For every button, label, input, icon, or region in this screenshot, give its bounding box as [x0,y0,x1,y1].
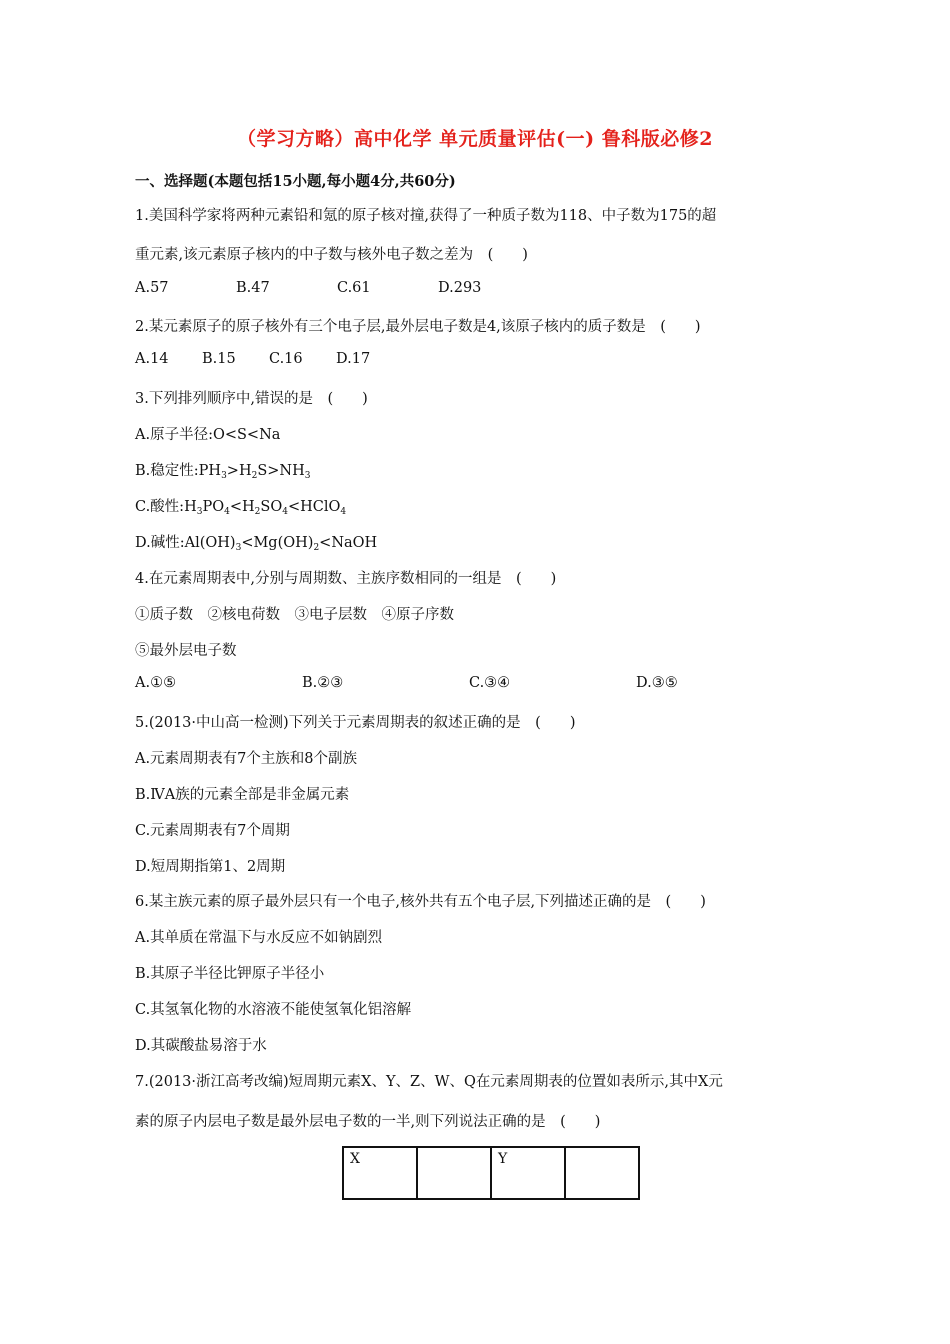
table-cell: Y [491,1147,565,1199]
question-1-line-1: 1.美国科学家将两种元素铅和氪的原子核对撞,获得了一种质子数为118、中子数为175的超 [135,208,717,224]
option-b: B.47 [236,280,270,296]
question-6-line-1: 6.某主族元素的原子最外层只有一个电子,核外共有五个电子层,下列描述正确的是 ( ) [135,894,706,910]
question-5-option-b: B.ⅣA族的元素全部是非金属元素 [135,787,350,803]
question-1-line-2: 重元素,该元素原子核内的中子数与核外电子数之差为 ( ) [135,247,528,263]
option-a: A.14 [135,351,169,367]
question-3-option-c: C.酸性$:H_3PO_4<H_2SO_4<HClO_4$ [135,499,347,517]
question-5-option-d: D.短周期指第1、2周期 [135,859,286,875]
question-4-line-1: 4.在元素周期表中,分别与周期数、主族序数相同的一组是 ( ) [135,571,557,587]
table-cell [565,1147,639,1199]
option-d: D.③⑤ [636,675,678,691]
question-5-option-c: C.元素周期表有7个周期 [135,823,290,839]
question-6-option-b: B.其原子半径比钾原子半径小 [135,966,325,982]
question-3-option-b: B.稳定性$:PH_3>H_2S>NH_3$ [135,463,311,481]
question-6-option-c: C.其氢氧化物的水溶液不能使氢氧化铝溶解 [135,1002,412,1018]
document-title: （学习方略）高中化学 单元质量评估(一) 鲁科版必修2 [237,128,713,150]
option-c: C.③④ [469,675,511,691]
section-heading: 一、选择题(本题包括15小题,每小题4分,共60分) [135,173,456,190]
option-b: B.15 [202,351,236,367]
option-a: A.①⑤ [135,675,177,691]
table-cell: X [343,1147,417,1199]
question-6-option-d: D.其碳酸盐易溶于水 [135,1038,267,1054]
question-3-line-1: 3.下列排列顺序中,错误的是 ( ) [135,391,368,407]
table-row [343,1147,639,1199]
option-c: C.16 [269,351,303,367]
option-a: A.57 [135,280,169,296]
question-2-line-1: 2.某元素原子的原子核外有三个电子层,最外层电子数是4,该原子核内的质子数是 ( ) [135,319,701,335]
question-4-line-3: ⑤最外层电子数 [135,643,237,659]
question-7-line-2: 素的原子内层电子数是最外层电子数的一半,则下列说法正确的是 ( ) [135,1114,601,1130]
question-4-line-2: ①质子数 ②核电荷数 ③电子层数 ④原子序数 [135,607,454,623]
option-c: C.61 [337,280,371,296]
option-d: D.293 [438,280,482,296]
option-b: B.②③ [302,675,344,691]
question-7-line-1: 7.(2013·浙江高考改编)短周期元素X、Y、Z、W、Q在元素周期表的位置如表所示,其中X元 [135,1074,723,1090]
question-5-line-1: 5.(2013·中山高一检测)下列关于元素周期表的叙述正确的是 ( ) [135,715,576,731]
question-6-option-a: A.其单质在常温下与水反应不如钠剧烈 [135,930,383,946]
question-3-option-a: A.原子半径:O<S<Na [135,427,281,443]
table-cell [417,1147,491,1199]
question-5-option-a: A.元素周期表有7个主族和8个副族 [135,751,358,767]
periodic-table-fragment [342,1146,640,1200]
question-3-option-d: D.碱性$:Al(OH)_3<Mg(OH)_2<NaOH$ [135,535,378,553]
option-d: D.17 [336,351,371,367]
